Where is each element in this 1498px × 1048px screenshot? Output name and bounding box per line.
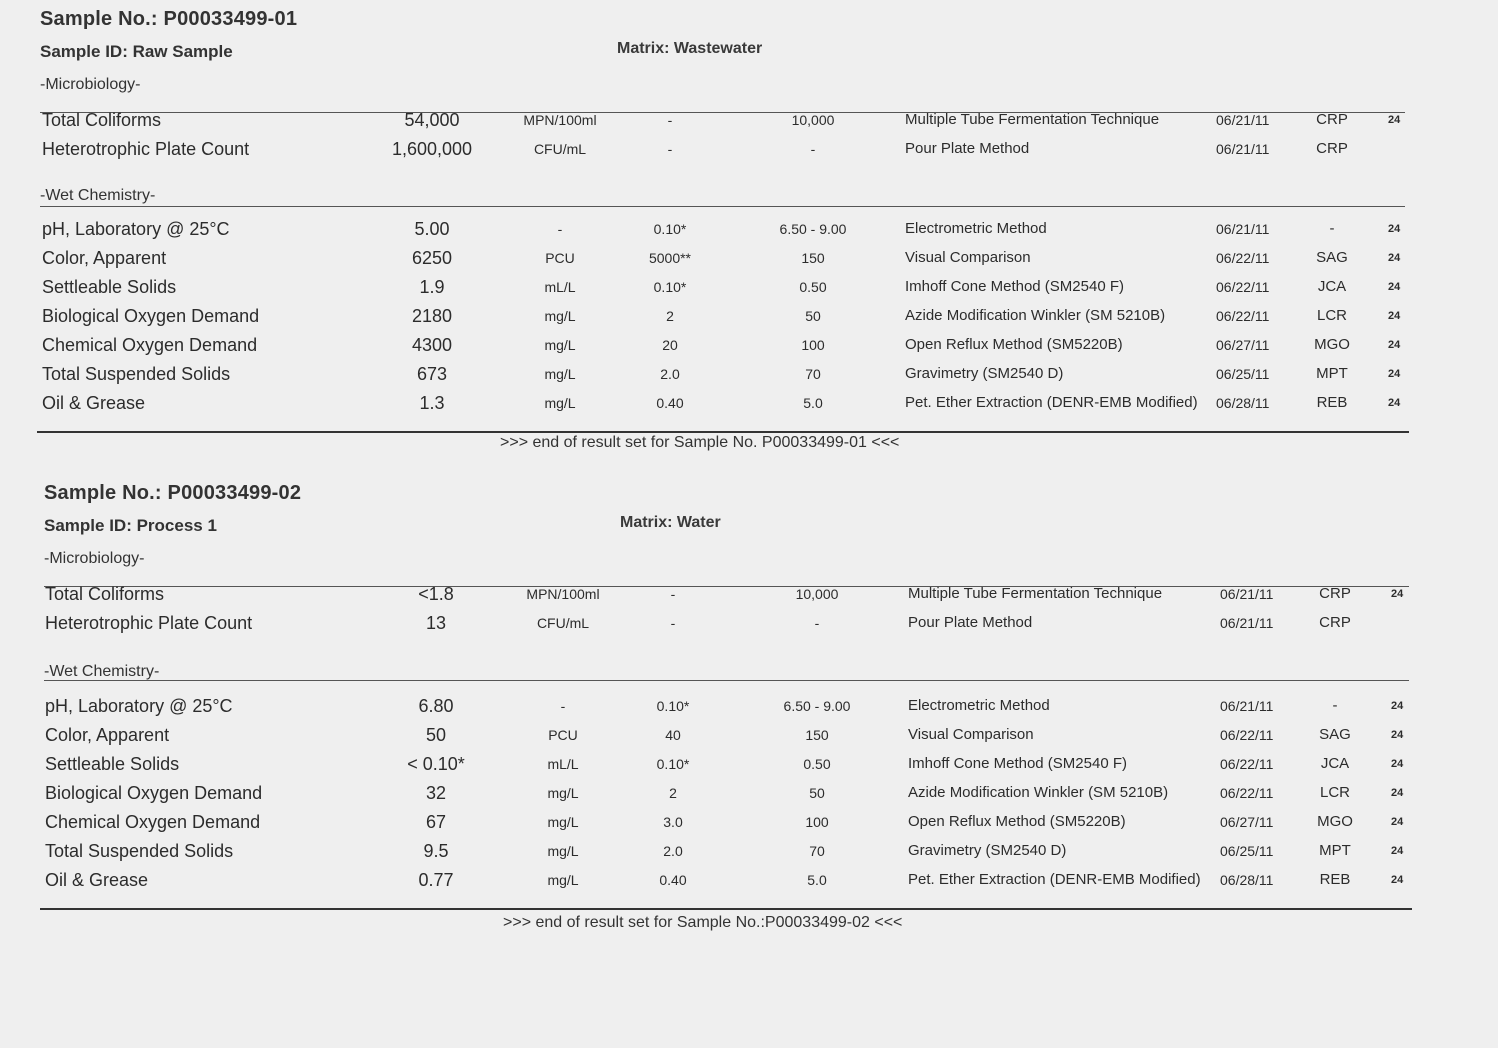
result-value: 13	[425, 613, 447, 633]
analysis-date: 06/21/11	[1216, 141, 1270, 157]
result-value: 50	[425, 725, 447, 745]
parameter-name: pH, Laboratory @ 25°C	[45, 696, 233, 716]
analysis-date: 06/27/11	[1220, 814, 1274, 830]
method: Pet. Ether Extraction (DENR-EMB Modified)	[908, 871, 1201, 888]
method: Imhoff Cone Method (SM2540 F)	[908, 755, 1127, 772]
standard-limit: 70	[805, 366, 821, 382]
detection-limit: 0.10*	[656, 756, 690, 772]
unit: mg/L	[547, 843, 579, 859]
unit: mg/L	[544, 337, 576, 353]
standard-limit: 5.0	[807, 872, 827, 888]
unit: MPN/100ml	[526, 586, 600, 602]
detection-limit: -	[667, 112, 673, 128]
divider	[37, 431, 1409, 433]
note-code: 24	[1391, 729, 1404, 741]
unit: mg/L	[547, 872, 579, 888]
unit: mL/L	[547, 756, 579, 772]
method: Gravimetry (SM2540 D)	[905, 365, 1064, 382]
analysis-date: 06/22/11	[1220, 727, 1274, 743]
note-code: 24	[1388, 339, 1401, 351]
result-value: 67	[425, 812, 447, 832]
result-value: 4300	[411, 335, 453, 355]
method: Multiple Tube Fermentation Technique	[905, 111, 1160, 128]
method: Electrometric Method	[908, 697, 1050, 714]
analyst: SAG	[1319, 726, 1351, 743]
analyst: CRP	[1319, 614, 1351, 631]
parameter-name: Biological Oxygen Demand	[42, 306, 260, 326]
standard-limit: 50	[805, 308, 821, 324]
analyst: REB	[1316, 394, 1348, 411]
table-row	[0, 754, 1498, 782]
unit: mg/L	[547, 785, 579, 801]
detection-limit: 3.0	[663, 814, 683, 830]
method: Visual Comparison	[905, 249, 1031, 266]
detection-limit: 0.10*	[653, 221, 687, 237]
unit: mg/L	[544, 366, 576, 382]
analyst: LCR	[1316, 307, 1347, 324]
standard-limit: 150	[801, 250, 825, 266]
parameter-name: Oil & Grease	[42, 393, 146, 413]
unit: CFU/mL	[536, 615, 590, 631]
parameter-name: Heterotrophic Plate Count	[45, 613, 253, 633]
standard-limit: 0.50	[799, 279, 827, 295]
standard-limit: 6.50 - 9.00	[779, 221, 847, 237]
parameter-name: Chemical Oxygen Demand	[45, 812, 261, 832]
standard-limit: 6.50 - 9.00	[783, 698, 851, 714]
standard-limit: 150	[805, 727, 829, 743]
detection-limit: 0.40	[659, 872, 687, 888]
detection-limit: 0.10*	[656, 698, 690, 714]
standard-limit: 10,000	[791, 112, 835, 128]
method: Pet. Ether Extraction (DENR-EMB Modified)	[905, 394, 1198, 411]
end-of-results-note: >>> end of result set for Sample No.:P00033499-02 <<<	[503, 914, 903, 931]
note-code: 24	[1391, 588, 1404, 600]
result-value: 673	[416, 364, 448, 384]
method: Azide Modification Winkler (SM 5210B)	[905, 307, 1166, 324]
table-row	[0, 812, 1498, 840]
note-code: 24	[1388, 252, 1401, 264]
analysis-date: 06/21/11	[1216, 221, 1270, 237]
table-row	[0, 306, 1498, 334]
analyst: MGO	[1314, 336, 1350, 353]
analyst: MPT	[1316, 365, 1348, 382]
result-value: 5.00	[414, 219, 450, 239]
standard-limit: -	[814, 615, 820, 631]
standard-limit: 100	[805, 814, 829, 830]
table-row	[0, 277, 1498, 305]
result-value: 6.80	[418, 696, 454, 716]
method: Visual Comparison	[908, 726, 1034, 743]
analysis-date: 06/27/11	[1216, 337, 1270, 353]
divider	[40, 206, 1405, 207]
unit: CFU/mL	[533, 141, 587, 157]
unit: mg/L	[544, 308, 576, 324]
analyst: CRP	[1316, 140, 1348, 157]
note-code: 24	[1388, 114, 1401, 126]
table-row	[0, 219, 1498, 247]
analysis-date: 06/21/11	[1220, 615, 1274, 631]
section-wet-chemistry: -Wet Chemistry-	[40, 187, 156, 204]
result-value: 1.3	[419, 393, 445, 413]
detection-limit: 5000**	[648, 250, 692, 266]
parameter-name: Settleable Solids	[42, 277, 177, 297]
parameter-name: Total Suspended Solids	[45, 841, 234, 861]
parameter-name: Heterotrophic Plate Count	[42, 139, 250, 159]
note-code: 24	[1391, 874, 1404, 886]
detection-limit: -	[670, 615, 676, 631]
unit: -	[557, 221, 563, 237]
sample-id: Sample ID: Raw Sample	[40, 42, 233, 61]
analyst: CRP	[1319, 585, 1351, 602]
note-code: 24	[1391, 787, 1404, 799]
standard-limit: 10,000	[795, 586, 839, 602]
table-row	[0, 364, 1498, 392]
method: Open Reflux Method (SM5220B)	[905, 336, 1123, 353]
result-value: 9.5	[423, 841, 449, 861]
table-row	[0, 584, 1498, 612]
standard-limit: 0.50	[803, 756, 831, 772]
detection-limit: 40	[665, 727, 681, 743]
analysis-date: 06/28/11	[1220, 872, 1274, 888]
section-microbiology: -Microbiology-	[40, 76, 141, 93]
analysis-date: 06/21/11	[1220, 698, 1274, 714]
detection-limit: -	[667, 141, 673, 157]
method: Electrometric Method	[905, 220, 1047, 237]
analysis-date: 06/25/11	[1216, 366, 1270, 382]
analysis-date: 06/22/11	[1220, 756, 1274, 772]
analysis-date: 06/22/11	[1220, 785, 1274, 801]
parameter-name: Biological Oxygen Demand	[45, 783, 263, 803]
standard-limit: -	[810, 141, 816, 157]
analyst: -	[1332, 697, 1338, 714]
analysis-date: 06/25/11	[1220, 843, 1274, 859]
detection-limit: -	[670, 586, 676, 602]
unit: mL/L	[544, 279, 576, 295]
unit: PCU	[545, 250, 575, 266]
standard-limit: 5.0	[803, 395, 823, 411]
detection-limit: 0.40	[656, 395, 684, 411]
analyst: CRP	[1316, 111, 1348, 128]
table-row	[0, 335, 1498, 363]
result-value: 1.9	[419, 277, 445, 297]
result-value: 6250	[411, 248, 453, 268]
detection-limit: 0.10*	[653, 279, 687, 295]
detection-limit: 2	[666, 308, 674, 324]
table-row	[0, 613, 1498, 641]
table-row	[0, 696, 1498, 724]
end-of-results-note: >>> end of result set for Sample No. P00033499-01 <<<	[500, 434, 900, 451]
sample-id: Sample ID: Process 1	[44, 516, 217, 535]
result-value: 54,000	[404, 110, 460, 130]
standard-limit: 70	[809, 843, 825, 859]
parameter-name: Total Suspended Solids	[42, 364, 231, 384]
note-code: 24	[1388, 223, 1401, 235]
note-code: 24	[1388, 368, 1401, 380]
parameter-name: Settleable Solids	[45, 754, 180, 774]
analysis-date: 06/22/11	[1216, 250, 1270, 266]
detection-limit: 2	[669, 785, 677, 801]
analyst: LCR	[1319, 784, 1350, 801]
analyst: JCA	[1320, 755, 1350, 772]
note-code: 24	[1388, 310, 1401, 322]
analyst: JCA	[1317, 278, 1347, 295]
analysis-date: 06/21/11	[1216, 112, 1270, 128]
method: Imhoff Cone Method (SM2540 F)	[905, 278, 1124, 295]
analyst: SAG	[1316, 249, 1348, 266]
note-code: 24	[1391, 816, 1404, 828]
parameter-name: Color, Apparent	[45, 725, 170, 745]
divider	[44, 680, 1409, 681]
detection-limit: 2.0	[663, 843, 683, 859]
section-wet-chemistry: -Wet Chemistry-	[44, 663, 160, 680]
sample-number: Sample No.: P00033499-02	[44, 482, 302, 504]
method: Open Reflux Method (SM5220B)	[908, 813, 1126, 830]
sample-number: Sample No.: P00033499-01	[40, 8, 298, 30]
method: Gravimetry (SM2540 D)	[908, 842, 1067, 859]
table-row	[0, 870, 1498, 898]
section-microbiology: -Microbiology-	[44, 550, 145, 567]
parameter-name: Oil & Grease	[45, 870, 149, 890]
note-code: 24	[1391, 758, 1404, 770]
result-value: < 0.10*	[407, 754, 465, 774]
parameter-name: Color, Apparent	[42, 248, 167, 268]
matrix-label: Matrix: Wastewater	[617, 40, 763, 57]
parameter-name: Total Coliforms	[42, 110, 162, 130]
analysis-date: 06/21/11	[1220, 586, 1274, 602]
result-value: 2180	[411, 306, 453, 326]
method: Multiple Tube Fermentation Technique	[908, 585, 1163, 602]
note-code: 24	[1388, 397, 1401, 409]
detection-limit: 20	[662, 337, 678, 353]
parameter-name: Total Coliforms	[45, 584, 165, 604]
table-row	[0, 393, 1498, 421]
note-code: 24	[1391, 700, 1404, 712]
parameter-name: Chemical Oxygen Demand	[42, 335, 258, 355]
divider	[40, 908, 1412, 910]
parameter-name: pH, Laboratory @ 25°C	[42, 219, 230, 239]
method: Azide Modification Winkler (SM 5210B)	[908, 784, 1169, 801]
analysis-date: 06/22/11	[1216, 308, 1270, 324]
unit: PCU	[548, 727, 578, 743]
table-row	[0, 725, 1498, 753]
method: Pour Plate Method	[905, 140, 1030, 157]
table-row	[0, 139, 1498, 167]
analyst: MGO	[1317, 813, 1353, 830]
note-code: 24	[1391, 845, 1404, 857]
unit: mg/L	[544, 395, 576, 411]
matrix-label: Matrix: Water	[620, 514, 721, 531]
table-row	[0, 110, 1498, 138]
table-row	[0, 248, 1498, 276]
table-row	[0, 841, 1498, 869]
analyst: REB	[1319, 871, 1351, 888]
note-code: 24	[1388, 281, 1401, 293]
analysis-date: 06/28/11	[1216, 395, 1270, 411]
detection-limit: 2.0	[660, 366, 680, 382]
standard-limit: 50	[809, 785, 825, 801]
analysis-date: 06/22/11	[1216, 279, 1270, 295]
analyst: -	[1329, 220, 1335, 237]
method: Pour Plate Method	[908, 614, 1033, 631]
analyst: MPT	[1319, 842, 1351, 859]
result-value: <1.8	[418, 584, 454, 604]
unit: mg/L	[547, 814, 579, 830]
result-value: 1,600,000	[391, 139, 473, 159]
result-value: 0.77	[418, 870, 454, 890]
standard-limit: 100	[801, 337, 825, 353]
table-row	[0, 783, 1498, 811]
result-value: 32	[425, 783, 447, 803]
unit: MPN/100ml	[523, 112, 597, 128]
unit: -	[560, 698, 566, 714]
